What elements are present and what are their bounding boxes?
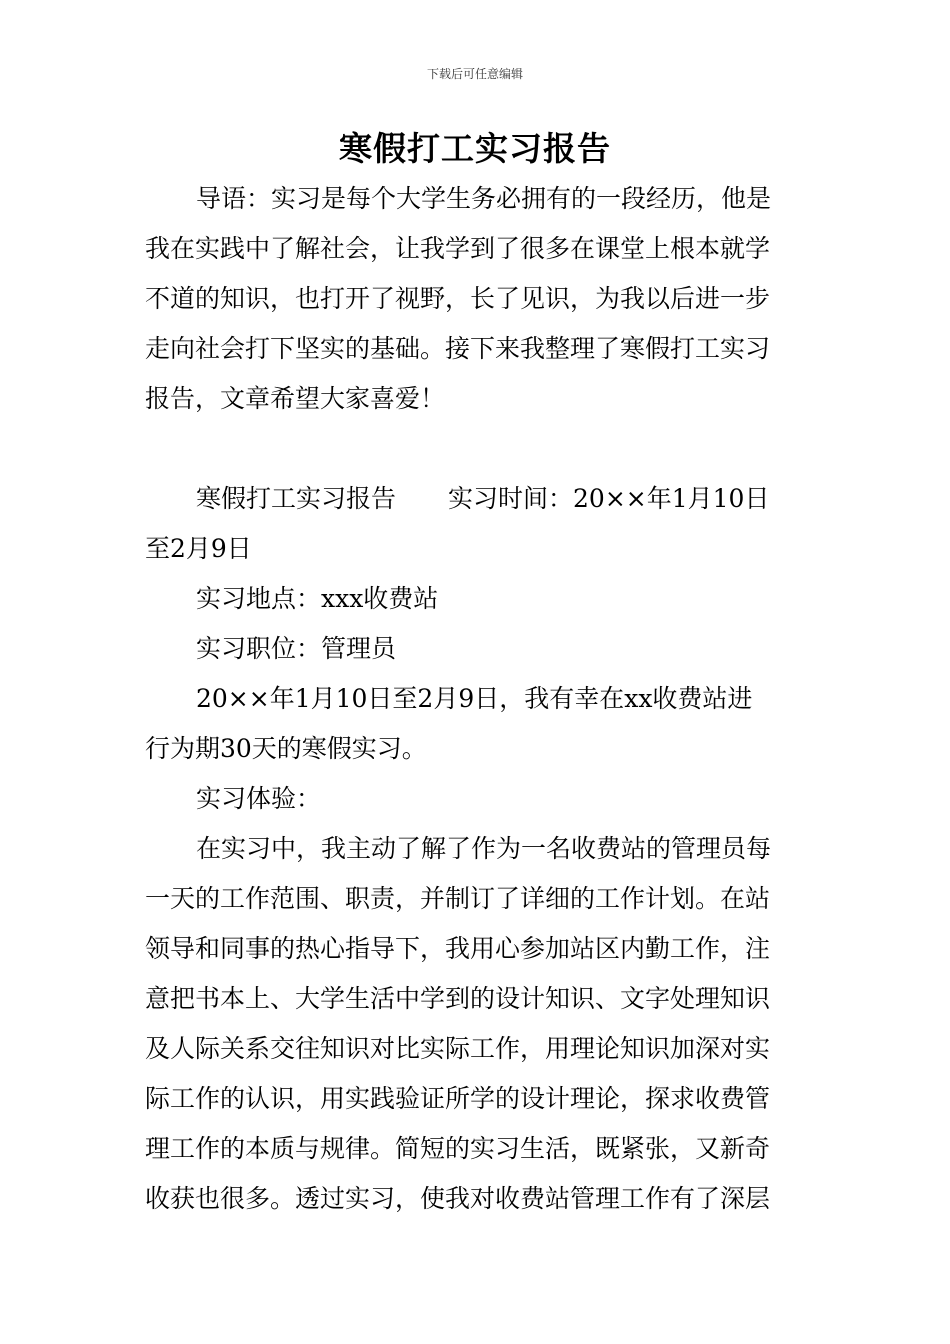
- internship-time-continued: 至2月9日: [145, 534, 252, 563]
- report-heading-title: 寒假打工实习报告: [196, 484, 397, 513]
- intro-line: 导语：实习是每个大学生务必拥有的一段经历，他是: [196, 184, 772, 213]
- experience-line: 理工作的本质与规律。简短的实习生活，既紧张，又新奇: [145, 1134, 771, 1163]
- experience-label: 实习体验：: [196, 784, 322, 813]
- report-heading-line: [196, 474, 809, 524]
- experience-line: 际工作的认识，用实践验证所学的设计理论，探求收费管: [145, 1084, 771, 1113]
- internship-position: 实习职位：管理员: [196, 634, 397, 663]
- experience-line: 及人际关系交往知识对比实际工作，用理论知识加深对实: [145, 1034, 771, 1063]
- header-note: 下载后可任意编辑: [426, 67, 523, 81]
- page-title: 寒假打工实习报告: [339, 129, 611, 168]
- experience-line: 意把书本上、大学生活中学到的设计知识、文字处理知识: [145, 984, 771, 1013]
- period-line: 行为期30天的寒假实习。: [145, 734, 427, 763]
- experience-line: 一天的工作范围、职责，并制订了详细的工作计划。在站: [145, 884, 771, 913]
- experience-line: 领导和同事的热心指导下，我用心参加站区内勤工作，注: [145, 934, 771, 963]
- internship-time: 实习时间：20××年1月10日: [448, 484, 770, 513]
- period-line: 20××年1月10日至2月9日，我有幸在xx收费站进: [196, 684, 753, 713]
- intro-line: 不道的知识，也打开了视野，长了见识，为我以后进一步: [145, 284, 771, 313]
- intro-line: 报告，文章希望大家喜爱！: [145, 384, 446, 413]
- experience-line: 在实习中，我主动了解了作为一名收费站的管理员每: [196, 834, 772, 863]
- internship-location: 实习地点：xxx收费站: [196, 584, 439, 613]
- intro-line: 走向社会打下坚实的基础。接下来我整理了寒假打工实习: [145, 334, 771, 363]
- experience-line: 收获也很多。透过实习，使我对收费站管理工作有了深层: [145, 1184, 771, 1213]
- intro-line: 我在实践中了解社会，让我学到了很多在课堂上根本就学: [145, 234, 771, 263]
